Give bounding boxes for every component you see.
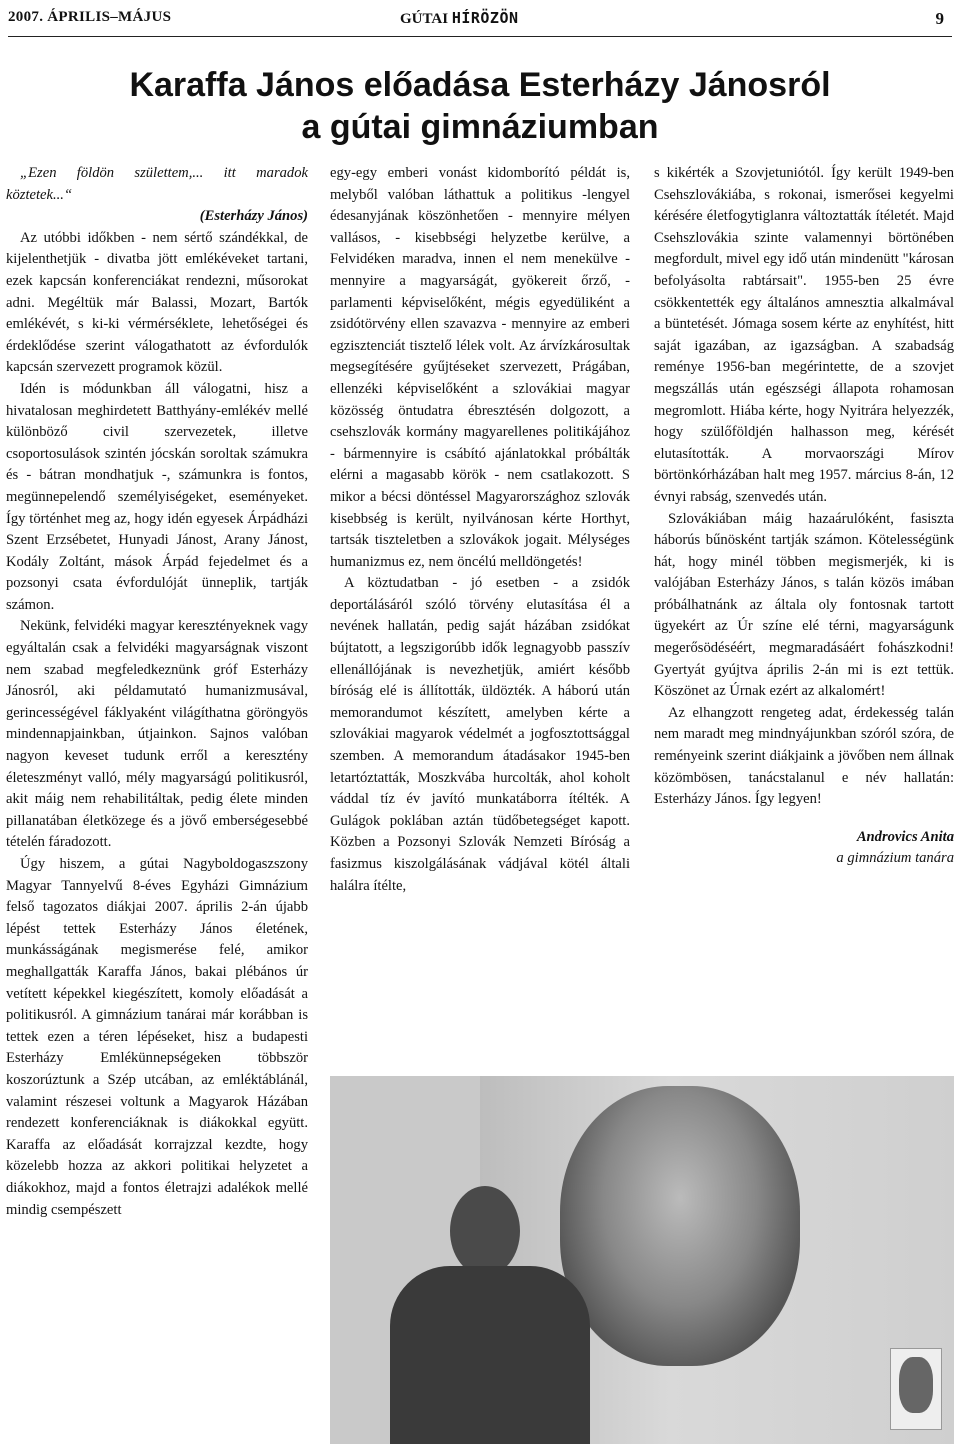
- paragraph: Szlovákiában máig hazaárulóként, fasiszta háborús bűnösként tartják számon. Kötelességünk hát, hogy minél többen megismerjék, ki is valójában Esterházy János, s talán közös imában próbálhatnánk az általa oly fontosnak tartott ügyekért az Úr színe elé térni, magyarságunk megerősödéséért, megmaradásáért fohászkodni! Gyertyát gyújtva április 2-án mi is ezt tettük. Köszönet az Úrnak ezért az alkalomért!: [654, 510, 954, 700]
- publication-name: [400, 9, 519, 28]
- epigraph-attribution: (Esterházy János): [199, 208, 308, 225]
- author-signature: [654, 827, 954, 870]
- paragraph: Idén is módunkban áll válogatni, hisz a hivatalosan meghirdetett Batthyány-emlékév mellé különböző civil szervezetek, illetve csoportosulások szintén jócskán soroltak számukra és - bátran mondhatjuk -, számunkra is fontos, megünnepelendő személyiségeket, eseményeket. Így történhet meg az, hogy idén egyesek Árpádházi Szent Erzsébetet, Hunyadi Jánost, Arany Jánost, Kodály Zoltánt, mások Árpád fejedelmet és a pozsonyi csata évfordulóját ünneplik, tartják számon.: [6, 380, 308, 613]
- page-number: 9: [935, 9, 944, 28]
- article-column-2: [330, 163, 630, 897]
- header-rule: [8, 36, 952, 37]
- speaker-figure: [390, 1186, 590, 1444]
- article-column-1: [6, 163, 308, 1221]
- title-line-2: a gútai gimnáziumban: [301, 108, 659, 146]
- publication-prefix: GÚTAI: [400, 11, 449, 27]
- publication-brand: HÍRÖZÖN: [451, 9, 519, 27]
- author-role: a gimnázium tanára: [836, 850, 954, 867]
- article-column-3: [654, 163, 954, 870]
- author-name: Androvics Anita: [856, 828, 954, 845]
- title-line-1: Karaffa János előadása Esterházy Jánosról: [129, 66, 831, 104]
- paragraph: Nekünk, felvidéki magyar keresztényeknek vagy egyáltalán csak a felvidéki magyarságnak viszont nem szabad megfeledkeznünk gróf Esterházy Jánosról, aki példamutató humanizmusával, gerincességével fáklyaként világíthatna göröngyös mindennapjainkban, útjainkon. Sajnos valóban nagyon keveset tudunk erről a keresztény életeszményt valló, mély magyarságú politikusról, akit máig nem rehabilitáltak, pedig élete minden pillanatában életközege és a jövő emberségesebbé tételén fáradozott.: [6, 618, 308, 851]
- paragraph: A köztudatban - jó esetben - a zsidók deportálásáról szóló törvény elutasítása él a nevének hallatán, pedig saját házában zsidókat bújtatott, a legszigorúbb idők legnagyobb passzív ellenállójának is nevezhetjük, amiért később bíróság elé is állították, üldözték. A háború után memorandumot készített, amelyben kérte a szlovákiai magyarok védelmét a jogfosztottsággal szemben. A memorandum átadásakor 1945-ben letartóztatták, Moszkvába hurcolták, ahol koholt váddal tíz év javító munkatáborra ítélték. A Gulágok poklában aztán tüdőbetegséget kapott. Közben a Pozsonyi Szlovák Nemzeti Bíróság a fasizmus kiszolgálásának vádjával kötél általi halálra ítélte,: [330, 575, 630, 894]
- article-title: [0, 64, 960, 148]
- paragraph: Úgy hiszem, a gútai Nagyboldogaszszony Magyar Tannyelvű 8-éves Egyházi Gimnázium felső tagozatos diákjai 2007. április 2-án újabb lépést tettek Esterházy János életének, munkásságának megismerése felé, amikor meghallgatták Karaffa János, bakai plébános úr vetített képekkel kiegészített, komoly előadását a politikusról. A gimnázium tanárai már korábban is tettek ezen a téren lépéseket, hisz a budapesti Esterházy Emlékünnepségeken többször koszorúztunk a Szép utcában, az emléktáblánál, valamint részesei voltunk a Magyarok Házában rendezett konferenciáknak is diákokkal együtt. Karaffa az előadását korrajzzal kezdte, hogy közelebb hozza az akkori politikai helyzetet a diákokhoz, majd a fontos életrajzi adalékok mellé mindig csempészett: [6, 856, 308, 1218]
- framed-portrait: [890, 1348, 942, 1430]
- issue-date: 2007. ÁPRILIS–MÁJUS: [8, 9, 172, 25]
- speaker-head: [450, 1186, 520, 1276]
- paragraph: Az utóbbi időkben - nem sértő szándékkal, de kijelenthetjük - divatba jött emlékéveket tartani, ezek kapcsán konferenciákat rendezni, műsorokat adni. Megéltük már Balassi, Mozart, Bartók emlékévét, s ki-ki vérmérséklete, lehetőségei és érdeklődése szerint válogathatott az évfordulók kapcsán szervezett programok közül.: [6, 229, 308, 376]
- projected-portrait: [560, 1086, 800, 1366]
- paragraph: Az elhangzott rengeteg adat, érdekesség talán nem maradt meg mindnyájunkban szóról szóra, de reményeink szerint diákjaink a jövőben nem állnak közömbösen, tanácstalanul e név hallatán: Esterházy János. Így legyen!: [654, 704, 954, 808]
- paragraph: s kikérték a Szovjetuniótól. Így került 1949-ben Csehszlovákiába, s rokonai, ismerősei kegyelmi kérésére életfogytiglanra változtatták ítéletét. Majd Csehszlovákia szinte valamennyi börtönében megfordult, mivel egy idő után mindenütt "károsan befolyásolta rabtársait". 1955-ben 25 évre csökkentették egy általános amnesztia alkalmával a büntetését. Jómaga sosem kérte az enyhítést, hitt saját igazában, az igazságban. A szabadság reménye 1956-ban megérintette, de a szovjet megszállás után egészségi állapota rohamosan megromlott. Hiába kérte, hogy Nyitrára helyezzék, hogy szülőföldjén halhasson meg, kérését elutasították. A morvaországi Mírov börtönkórházában halt meg 1957. március 8-án, 12 évnyi rabság, szenvedés után.: [654, 165, 954, 505]
- speaker-body: [390, 1266, 590, 1444]
- paragraph: egy-egy emberi vonást kidomborító példát is, melyből valóban láthattuk a politikus -lengyel édesanyjának köszönhetően - mennyire mélyen vallásos, - kisebbségi helyzetbe kerülve, a Felvidéken maradva, innen el nem menekülve - mennyire a magyarságát, gyökereit őrző, - parlamenti képviselőként, mégis egyedüliként a zsidótörvény ellen szavazva - mennyire az emberi egzisztenciát tisztelő lélek volt. Az árvízkárosultak megsegítésére gyűjtéseket szervezett, Prágában, ellenzéki képviselőként a szlovákiai magyar közösség öntudatra ébresztésén dolgozott, a csehszlovák kormány magyarellenes politikájához - bármennyire is csábító ajánlatokkal próbálták elérni a magasabb körök - nem csatlakozott. S mikor a bécsi döntéssel Magyarországhoz szlovák kisebbség is került, nyilvánosan kérte Horthyt, tartsák tiszteletben a szlovákok jogait. Mélységes humanizmus ez, nem öncélú melldöngetés!: [330, 165, 630, 570]
- page-header: [0, 0, 960, 38]
- lecture-photo: [330, 1076, 954, 1444]
- epigraph: „Ezen földön születtem,... itt maradok köztetek...“: [6, 165, 308, 203]
